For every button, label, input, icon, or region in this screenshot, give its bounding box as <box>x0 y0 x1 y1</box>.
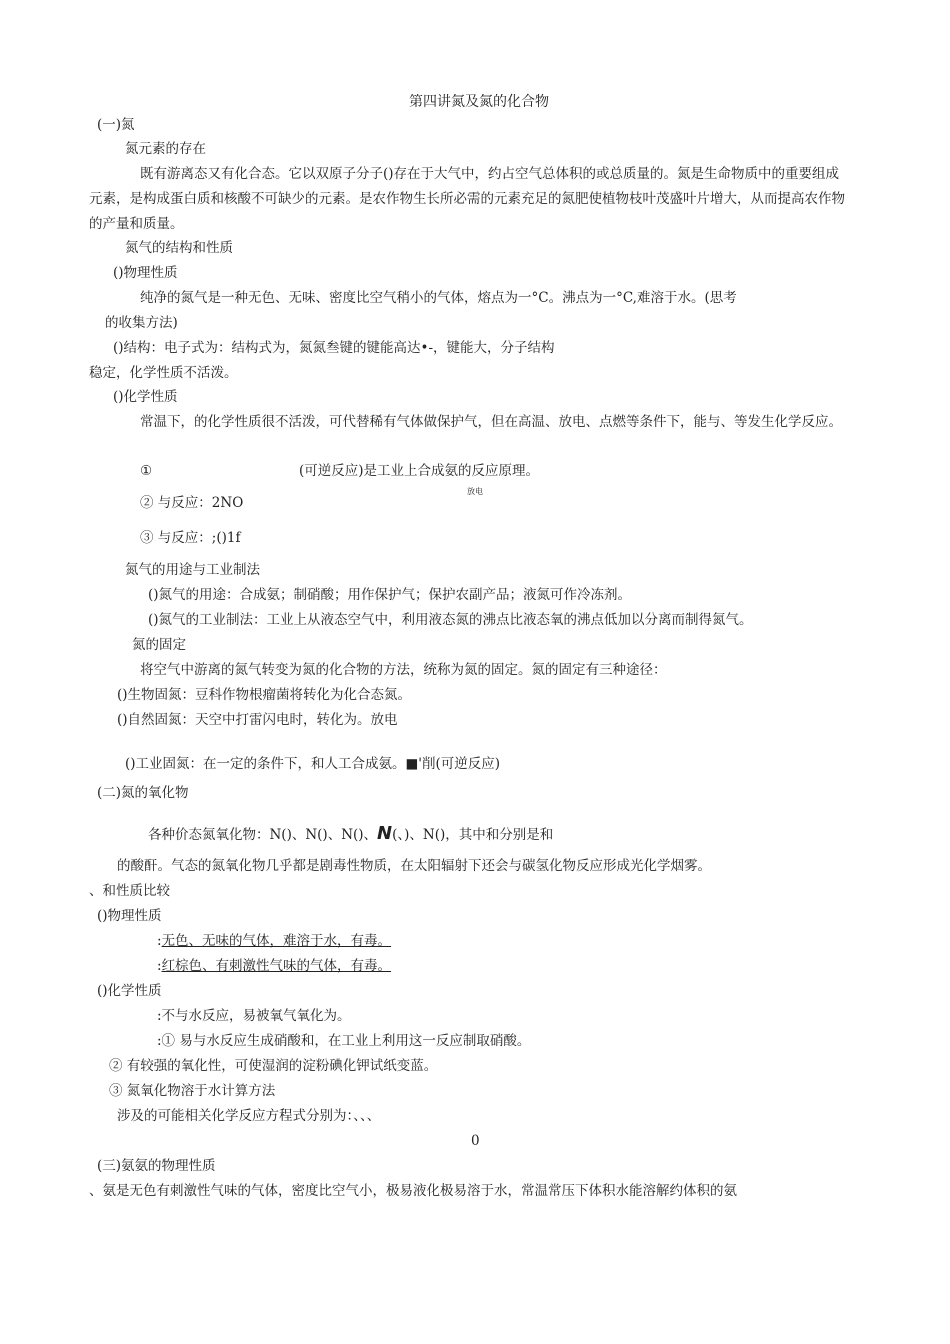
paragraph-line: 既有游离态又有化合态。它以双原子分子()存在于大气中，约占空气总体积的或总质量的。氮是生命物质中的重要组成 <box>140 166 840 182</box>
subheading: 、和性质比较 <box>89 883 170 899</box>
subheading: 氮气的结构和性质 <box>125 240 233 256</box>
paragraph-line: ()氮气的工业制法：工业上从液态空气中，利用液态氮的沸点比液态氧的沸点低加以分离而制得氮气。 <box>148 612 753 628</box>
subheading: 氮气的用途与工业制法 <box>125 562 260 578</box>
oxide-list-end: (、)、N()，其中和分别是和 <box>392 827 554 843</box>
paragraph-line: (可逆反应)是工业上合成氨的反应原理。 <box>299 463 540 479</box>
reaction-condition: 放电 <box>467 487 483 496</box>
paragraph-line: 0 <box>471 1133 480 1149</box>
paragraph-line: 的酸酐。气态的氮氧化物几乎都是剧毒性物质，在太阳辐射下还会与碳氢化物反应形成光化学烟雾。 <box>117 858 711 874</box>
property-colon: : <box>157 933 162 949</box>
oxide-symbol: N <box>377 823 393 844</box>
paragraph-line: 的收集方法) <box>105 315 178 331</box>
paragraph-line: 的产量和质量。 <box>89 216 184 232</box>
property-colon: : <box>157 958 162 974</box>
paragraph-line: ()氮气的用途：合成氨；制硝酸；用作保护气；保护农副产品；液氮可作冷冻剂。 <box>148 587 632 603</box>
property-line: :① 易与水反应生成硝酸和，在工业上利用这一反应制取硝酸。 <box>157 1033 531 1049</box>
subheading: ()物理性质 <box>97 908 162 924</box>
subheading: 氮的固定 <box>132 637 186 653</box>
paragraph-line: 纯净的氮气是一种无色、无味、密度比空气稍小的气体，熔点为一°C。沸点为一°C,难溶于水。(思考 <box>140 290 737 306</box>
paragraph-line: 元素，是构成蛋白质和核酸不可缺少的元素。是农作物生长所必需的元素充足的氮肥使植物枝叶茂盛叶片增大，从而提高农作物 <box>89 191 845 207</box>
list-marker: ① <box>140 463 153 479</box>
paragraph-line: 将空气中游离的氮气转变为氮的化合物的方法，统称为氮的固定。氮的固定有三种途径： <box>140 662 667 678</box>
list-item: ③ 与反应：;()1f <box>140 530 241 546</box>
list-item: ② 与反应：2NO <box>140 495 244 511</box>
oxide-list-start: 各种价态氮氧化物：N()、N()、N()、 <box>148 827 378 843</box>
list-item: ② 有较强的氧化性，可使湿润的淀粉碘化钾试纸变蓝。 <box>109 1058 438 1074</box>
paragraph-line <box>148 825 553 844</box>
section-heading: (二)氮的氧化物 <box>97 785 189 801</box>
paragraph-line: 常温下，的化学性质很不活泼，可代替稀有气体做保护气，但在高温、放电、点燃等条件下，能与、等发生化学反应。 <box>140 414 842 430</box>
property-line: :不与水反应，易被氧气氧化为。 <box>157 1008 351 1024</box>
paragraph-line: ()工业固氮：在一定的条件下，和人工合成氨。■'削(可逆反应) <box>125 756 501 772</box>
property-line <box>157 932 391 950</box>
section-heading: (一)氮 <box>97 117 135 133</box>
property-text: 无色、无味的气体，难溶于水，有毒。 <box>161 933 392 949</box>
subheading: ()物理性质 <box>113 265 178 281</box>
property-line <box>157 957 391 975</box>
section-heading: (三)氨氨的物理性质 <box>97 1158 216 1174</box>
paragraph-line: 、氨是无色有刺激性气味的气体，密度比空气小，极易液化极易溶于水，常温常压下体积水能溶解约体积的氨 <box>89 1183 737 1199</box>
subheading: 氮元素的存在 <box>125 141 206 157</box>
subheading: ()化学性质 <box>113 389 178 405</box>
paragraph-line: ()生物固氮：豆科作物根瘤菌将转化为化合态氮。 <box>117 687 412 703</box>
list-item: ③ 氮氧化物溶于水计算方法 <box>109 1083 276 1099</box>
page-title: 第四讲氮及氮的化合物 <box>409 94 549 110</box>
paragraph-line: ()结构：电子式为：结构式为，氮氮叁键的键能高达•-，键能大，分子结构 <box>113 340 555 356</box>
paragraph-line: 稳定，化学性质不活泼。 <box>89 365 238 381</box>
property-text: 红棕色、有刺激性气味的气体，有毒。 <box>161 958 392 974</box>
subheading: ()化学性质 <box>97 983 162 999</box>
paragraph-line: ()自然固氮：天空中打雷闪电时，转化为。放电 <box>117 712 398 728</box>
paragraph-line: 涉及的可能相关化学反应方程式分别为：、、、 <box>117 1108 381 1124</box>
